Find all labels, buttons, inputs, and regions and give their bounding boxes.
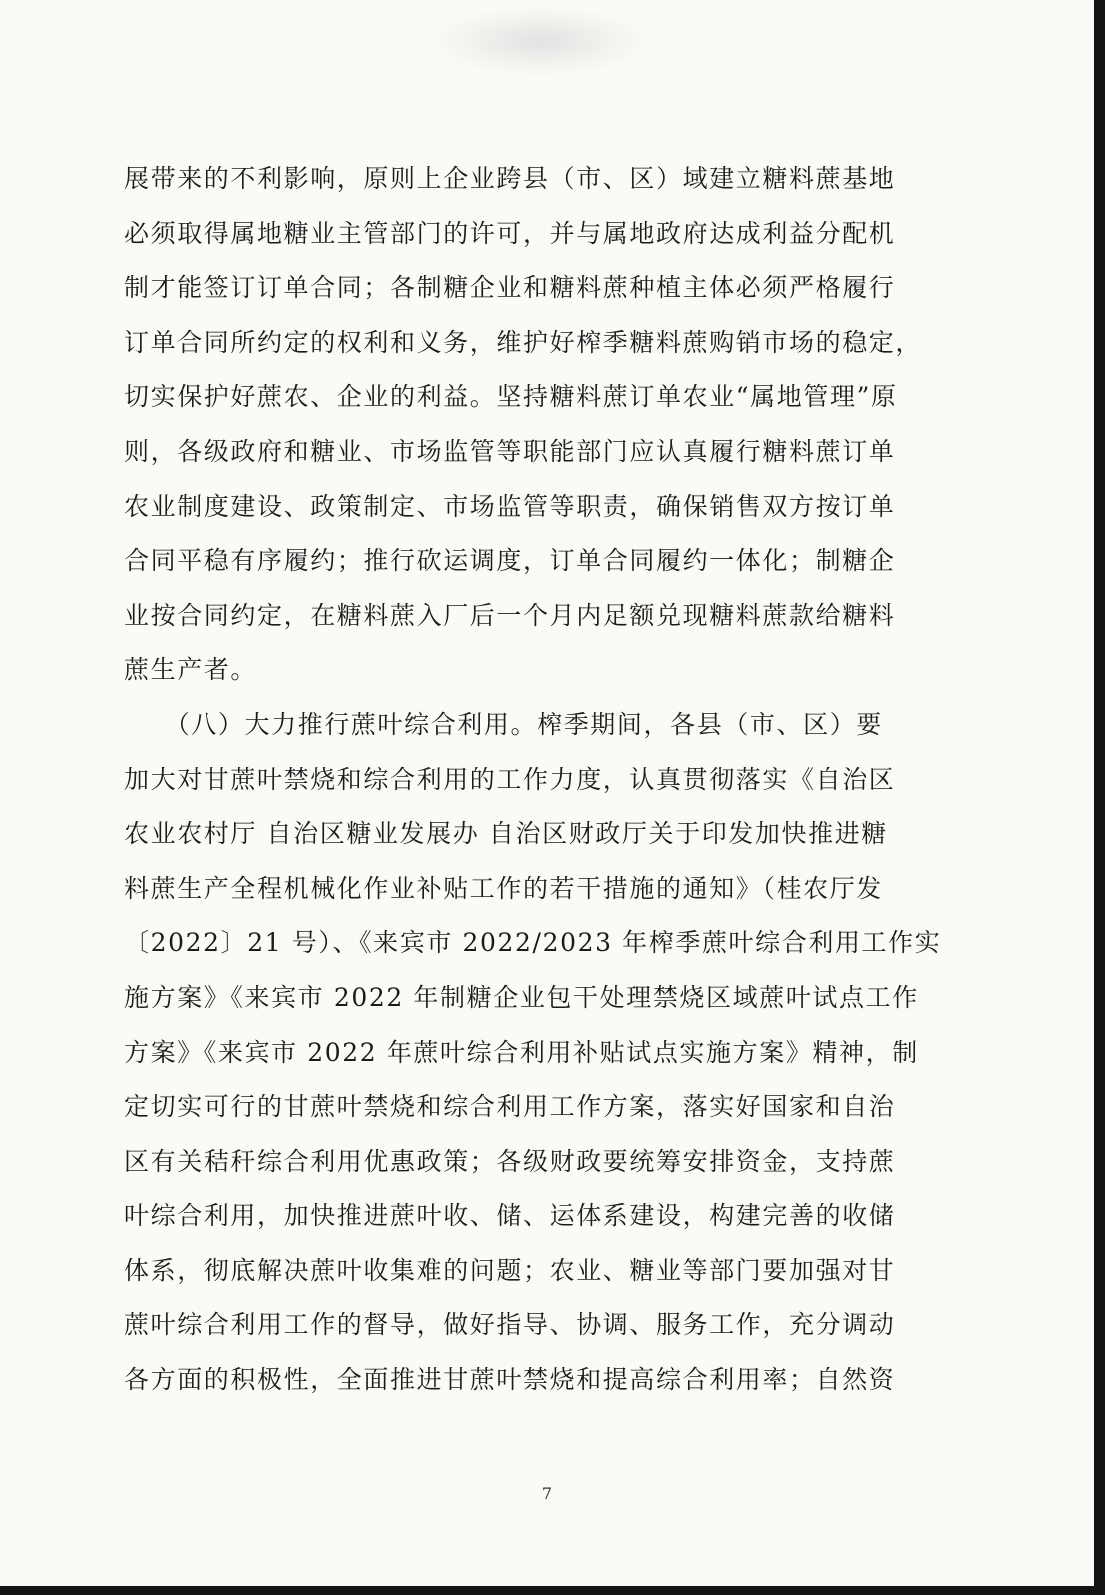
- text-line: 蔗生产者。: [124, 655, 258, 685]
- page-number: 7: [541, 1484, 553, 1503]
- text-line: 体系，彻底解决蔗叶收集难的问题；农业、糖业等部门要加强对甘: [124, 1255, 896, 1285]
- text-line: 方案》《来宾市 2022 年蔗叶综合利用补贴试点实施方案》精神，制: [124, 1037, 919, 1067]
- text-line: 必须取得属地糖业主管部门的许可，并与属地政府达成利益分配机: [124, 218, 896, 248]
- text-line: 业按合同约定，在糖料蔗入厂后一个月内足额兑现糖料蔗款给糖料: [124, 600, 896, 630]
- text-line: 切实保护好蔗农、企业的利益。坚持糖料蔗订单农业“属地管理”原: [124, 382, 898, 412]
- text-line: 加大对甘蔗叶禁烧和综合利用的工作力度，认真贯彻落实《自治区: [124, 764, 896, 794]
- text-line: 〔2022〕21 号）、《来宾市 2022/2023 年榨季蔗叶综合利用工作实: [124, 928, 942, 958]
- text-line: 订单合同所约定的权利和义务，维护好榨季糖料蔗购销市场的稳定，: [124, 327, 923, 357]
- text-line: 蔗叶综合利用工作的督导，做好指导、协调、服务工作，充分调动: [124, 1310, 896, 1340]
- text-line: 区有关秸秆综合利用优惠政策；各级财政要统筹安排资金，支持蔗: [124, 1146, 896, 1176]
- text-line: 合同平稳有序履约；推行砍运调度，订单合同履约一体化；制糖企: [124, 546, 896, 576]
- text-line: 展带来的不利影响，原则上企业跨县（市、区）域建立糖料蔗基地: [124, 164, 896, 193]
- scan-bleed-through: [430, 6, 650, 76]
- text-line: 制才能签订订单合同；各制糖企业和糖料蔗种植主体必须严格履行: [124, 273, 896, 303]
- scan-border-bottom: [0, 1586, 1105, 1595]
- paragraph-heading-line: （八）大力推行蔗叶综合利用。榨季期间，各县（市、区）要: [124, 709, 883, 739]
- text-line: 农业农村厅 自治区糖业发展办 自治区财政厅关于印发加快推进糖: [124, 819, 888, 849]
- body-text: [124, 152, 984, 1408]
- text-line: 各方面的积极性，全面推进甘蔗叶禁烧和提高综合利用率；自然资: [124, 1365, 896, 1395]
- scan-border-right: [1094, 0, 1105, 1595]
- text-line: 施方案》《来宾市 2022 年制糖企业包干处理禁烧区域蔗叶试点工作: [124, 982, 919, 1012]
- text-line: 农业制度建设、政策制定、市场监管等职责，确保销售双方按订单: [124, 491, 896, 521]
- text-line: 叶综合利用，加快推进蔗叶收、储、运体系建设，构建完善的收储: [124, 1201, 896, 1231]
- text-line: 则，各级政府和糖业、市场监管等职能部门应认真履行糖料蔗订单: [124, 436, 896, 466]
- text-line: 料蔗生产全程机械化作业补贴工作的若干措施的通知》（桂农厅发: [124, 873, 883, 903]
- text-line: 定切实可行的甘蔗叶禁烧和综合利用工作方案，落实好国家和自治: [124, 1092, 896, 1122]
